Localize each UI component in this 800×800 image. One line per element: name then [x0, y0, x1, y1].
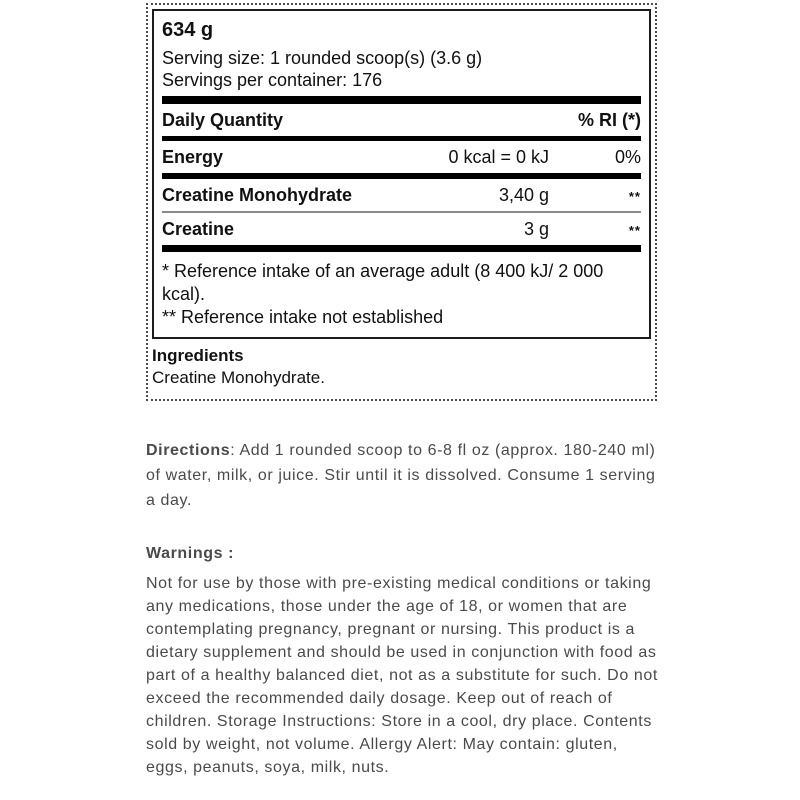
ingredients-heading: Ingredients: [152, 346, 244, 365]
warnings-paragraph: [146, 542, 658, 779]
nutrient-ri: **: [628, 223, 641, 238]
nutrient-ri: 0%: [614, 147, 641, 167]
footnote-reference-intake: * Reference intake of an average adult (8 400 kJ/ 2 000 kcal).: [162, 261, 604, 304]
servings-per-container: Servings per container: 176: [162, 70, 383, 90]
nutrient-name: Creatine: [162, 219, 235, 239]
warnings-body: Not for use by those with pre-existing medical conditions or taking any medications, those under the age of 18, or women that are contemplating pregnancy, pregnant or nursing. This product is a dietary supplement and should be used in conjunction with food as part of a healthy balanced diet, not as a substitute for such. Do not exceed the recommended daily dosage. Keep out of reach of children. Storage Instructions: Store in a cool, dry place. Contents sold by weight, not volume. Allergy Alert: May contain: gluten, eggs, peanuts, soya, milk, nuts.: [146, 575, 658, 776]
serving-size: Serving size: 1 rounded scoop(s) (3.6 g): [162, 48, 483, 68]
footnotes: [162, 260, 641, 329]
ingredients-value: Creatine Monohydrate.: [152, 368, 325, 387]
table-header-ri: % RI (*): [578, 110, 641, 130]
nutrient-name: Energy: [162, 147, 224, 167]
nutrient-amount: 3,40 g: [498, 185, 549, 205]
table-header-row: [162, 104, 641, 136]
table-header-quantity: Daily Quantity: [162, 110, 284, 130]
supplement-label-panel: [146, 3, 657, 401]
ingredients-section: [148, 339, 655, 389]
directions-body: : Add 1 rounded scoop to 6-8 fl oz (approx. 180-240 ml) of water, milk, or juice. Stir until it is dissolved. Consume 1 serving a day.: [146, 442, 656, 509]
table-row: [162, 141, 641, 173]
separator-bar-thick: [162, 96, 641, 104]
footnote-not-established: ** Reference intake not established: [162, 307, 444, 327]
warnings-heading: Warnings :: [146, 545, 235, 562]
directions-heading: Directions: [146, 442, 231, 459]
table-row: [162, 179, 641, 211]
table-row: [162, 213, 641, 245]
nutrition-facts-box: [152, 9, 651, 339]
separator-bar: [162, 245, 641, 252]
directions-paragraph: [146, 438, 658, 513]
nutrient-amount: 3 g: [523, 219, 549, 239]
nutrient-ri: **: [628, 189, 641, 204]
nutrient-amount: 0 kcal = 0 kJ: [448, 147, 549, 167]
nutrient-name: Creatine Monohydrate: [162, 185, 353, 205]
net-weight: 634 g: [162, 19, 214, 41]
